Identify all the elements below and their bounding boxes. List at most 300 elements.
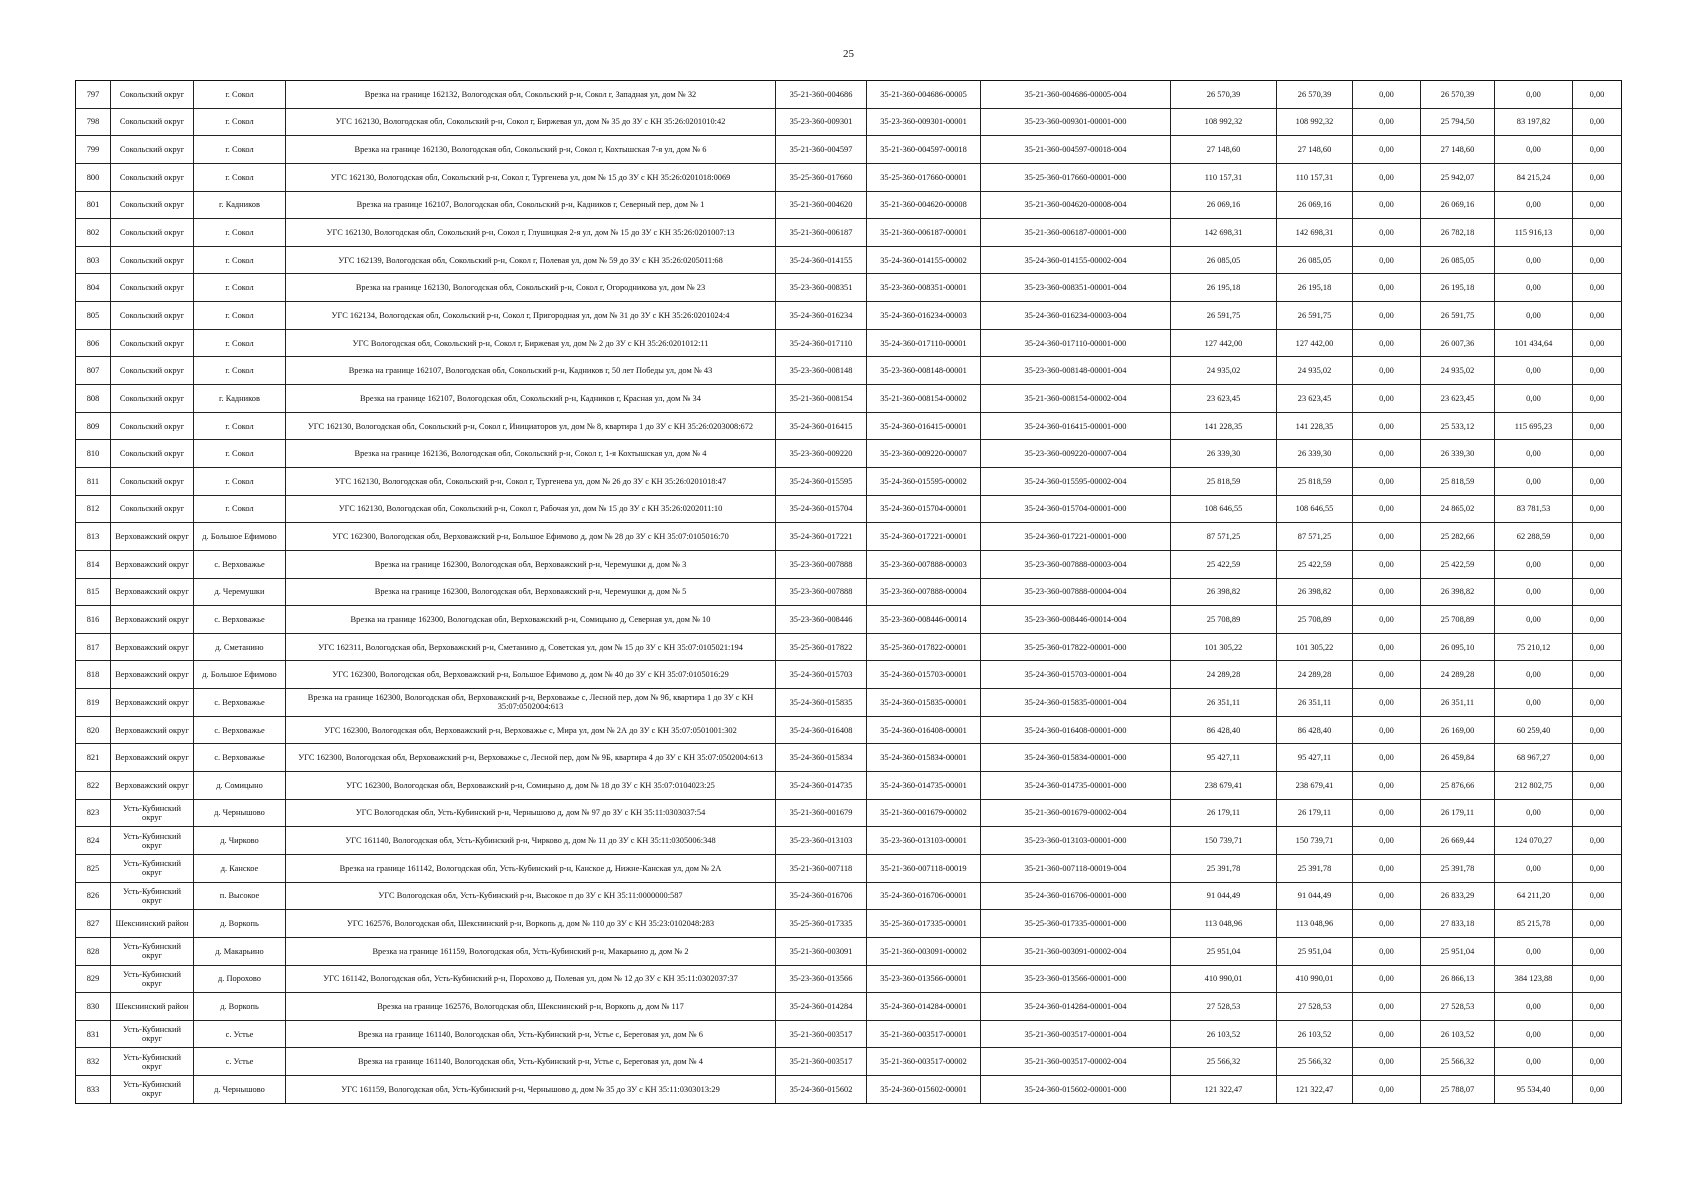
registry-body [76, 81, 1622, 1104]
cell-row-number: 830 [76, 993, 111, 1021]
table-row [76, 965, 1622, 993]
cell-amount-4: 0,00 [1495, 661, 1573, 689]
cell-amount-total: 26 069,16 [1171, 191, 1277, 219]
cell-segment-code: 35-21-360-008154-00002 [867, 385, 981, 413]
table-row [76, 937, 1622, 965]
cell-amount-3: 25 282,66 [1421, 523, 1495, 551]
cell-amount-1: 25 422,59 [1277, 550, 1353, 578]
cell-object-code: 35-24-360-014284 [776, 993, 867, 1021]
table-row [76, 716, 1622, 744]
cell-amount-4: 0,00 [1495, 799, 1573, 827]
cell-row-number: 808 [76, 385, 111, 413]
cell-amount-5: 0,00 [1573, 163, 1622, 191]
cell-settlement: г. Сокол [194, 274, 286, 302]
cell-amount-total: 26 351,11 [1171, 689, 1277, 717]
cell-amount-total: 95 427,11 [1171, 744, 1277, 772]
cell-record-code: 35-25-360-017335-00001-000 [981, 910, 1171, 938]
cell-address: УГС 162134, Вологодская обл, Сокольский р-н, Сокол г, Пригородная ул, дом № 31 до ЗУ с КН 35:26:0201024:4 [286, 302, 776, 330]
cell-district: Сокольский округ [111, 440, 194, 468]
cell-address: УГС 162576, Вологодская обл, Шекснинский р-н, Воркопь д, дом № 110 до ЗУ с КН 35:23:0102048:283 [286, 910, 776, 938]
cell-record-code: 35-24-360-016706-00001-000 [981, 882, 1171, 910]
cell-object-code: 35-25-360-017660 [776, 163, 867, 191]
cell-amount-5: 0,00 [1573, 937, 1622, 965]
cell-amount-3: 26 570,39 [1421, 81, 1495, 109]
table-row [76, 910, 1622, 938]
cell-record-code: 35-24-360-017110-00001-000 [981, 329, 1171, 357]
cell-object-code: 35-23-360-008351 [776, 274, 867, 302]
cell-amount-4: 95 534,40 [1495, 1076, 1573, 1104]
cell-amount-4: 75 210,12 [1495, 633, 1573, 661]
cell-record-code: 35-24-360-016408-00001-000 [981, 716, 1171, 744]
cell-row-number: 804 [76, 274, 111, 302]
table-row [76, 136, 1622, 164]
cell-amount-5: 0,00 [1573, 302, 1622, 330]
cell-address: Врезка на границе 161159, Вологодская обл, Усть-Кубинский р-н, Макарьино д, дом № 2 [286, 937, 776, 965]
cell-amount-1: 24 935,02 [1277, 357, 1353, 385]
cell-amount-5: 0,00 [1573, 1076, 1622, 1104]
cell-amount-2: 0,00 [1353, 191, 1421, 219]
cell-amount-5: 0,00 [1573, 606, 1622, 634]
cell-settlement: г. Сокол [194, 219, 286, 247]
cell-amount-2: 0,00 [1353, 440, 1421, 468]
cell-amount-4: 0,00 [1495, 689, 1573, 717]
cell-settlement: с. Устье [194, 1048, 286, 1076]
cell-amount-3: 24 289,28 [1421, 661, 1495, 689]
cell-object-code: 35-23-360-008446 [776, 606, 867, 634]
cell-record-code: 35-24-360-015595-00002-004 [981, 467, 1171, 495]
cell-address: Врезка на границе 162136, Вологодская обл, Сокольский р-н, Сокол г, 1-я Кохтышская ул, дом № 4 [286, 440, 776, 468]
cell-amount-3: 26 669,44 [1421, 827, 1495, 855]
cell-amount-2: 0,00 [1353, 163, 1421, 191]
cell-amount-3: 24 935,02 [1421, 357, 1495, 385]
cell-record-code: 35-21-360-004620-00008-004 [981, 191, 1171, 219]
cell-settlement: д. Макарьино [194, 937, 286, 965]
cell-amount-2: 0,00 [1353, 633, 1421, 661]
cell-amount-total: 26 103,52 [1171, 1020, 1277, 1048]
cell-amount-5: 0,00 [1573, 854, 1622, 882]
cell-amount-1: 25 391,78 [1277, 854, 1353, 882]
cell-amount-3: 26 351,11 [1421, 689, 1495, 717]
cell-address: УГС 162130, Вологодская обл, Сокольский р-н, Сокол г, Тургенева ул, дом № 26 до ЗУ с КН 35:26:0201018:47 [286, 467, 776, 495]
cell-settlement: д. Чернышово [194, 1076, 286, 1104]
cell-amount-2: 0,00 [1353, 744, 1421, 772]
cell-segment-code: 35-21-360-007118-00019 [867, 854, 981, 882]
cell-amount-3: 25 942,07 [1421, 163, 1495, 191]
cell-row-number: 802 [76, 219, 111, 247]
cell-settlement: с. Верховажье [194, 550, 286, 578]
cell-amount-3: 25 818,59 [1421, 467, 1495, 495]
cell-object-code: 35-21-360-004597 [776, 136, 867, 164]
cell-amount-5: 0,00 [1573, 744, 1622, 772]
cell-amount-2: 0,00 [1353, 385, 1421, 413]
cell-object-code: 35-21-360-004620 [776, 191, 867, 219]
cell-object-code: 35-24-360-015595 [776, 467, 867, 495]
table-row [76, 882, 1622, 910]
cell-settlement: г. Кадников [194, 385, 286, 413]
table-row [76, 550, 1622, 578]
cell-amount-2: 0,00 [1353, 81, 1421, 109]
cell-amount-total: 24 289,28 [1171, 661, 1277, 689]
cell-row-number: 818 [76, 661, 111, 689]
cell-segment-code: 35-23-360-013566-00001 [867, 965, 981, 993]
cell-amount-1: 26 591,75 [1277, 302, 1353, 330]
cell-amount-3: 25 788,07 [1421, 1076, 1495, 1104]
cell-amount-4: 384 123,88 [1495, 965, 1573, 993]
cell-district: Усть-Кубинский округ [111, 882, 194, 910]
cell-amount-3: 26 866,13 [1421, 965, 1495, 993]
cell-amount-2: 0,00 [1353, 108, 1421, 136]
cell-object-code: 35-21-360-004686 [776, 81, 867, 109]
cell-district: Верховажский округ [111, 772, 194, 800]
table-row [76, 412, 1622, 440]
cell-amount-5: 0,00 [1573, 993, 1622, 1021]
table-row [76, 1076, 1622, 1104]
table-row [76, 81, 1622, 109]
cell-amount-4: 0,00 [1495, 578, 1573, 606]
cell-object-code: 35-21-360-003091 [776, 937, 867, 965]
cell-settlement: г. Сокол [194, 302, 286, 330]
cell-row-number: 805 [76, 302, 111, 330]
cell-settlement: д. Черемушки [194, 578, 286, 606]
cell-settlement: г. Сокол [194, 467, 286, 495]
cell-amount-5: 0,00 [1573, 246, 1622, 274]
cell-district: Усть-Кубинский округ [111, 799, 194, 827]
table-row [76, 578, 1622, 606]
cell-segment-code: 35-24-360-015602-00001 [867, 1076, 981, 1104]
cell-row-number: 819 [76, 689, 111, 717]
cell-amount-total: 25 391,78 [1171, 854, 1277, 882]
cell-amount-1: 121 322,47 [1277, 1076, 1353, 1104]
cell-amount-2: 0,00 [1353, 882, 1421, 910]
cell-segment-code: 35-21-360-006187-00001 [867, 219, 981, 247]
cell-record-code: 35-21-360-003517-00002-004 [981, 1048, 1171, 1076]
cell-amount-total: 26 398,82 [1171, 578, 1277, 606]
cell-amount-3: 26 195,18 [1421, 274, 1495, 302]
cell-object-code: 35-23-360-007888 [776, 578, 867, 606]
cell-address: УГС Вологодская обл, Усть-Кубинский р-н, Чернышово д, дом № 97 до ЗУ с КН 35:11:0303037:54 [286, 799, 776, 827]
cell-amount-3: 26 833,29 [1421, 882, 1495, 910]
cell-settlement: д. Сметанино [194, 633, 286, 661]
cell-amount-1: 27 528,53 [1277, 993, 1353, 1021]
table-row [76, 440, 1622, 468]
cell-address: УГС 162311, Вологодская обл, Верховажский р-н, Сметанино д, Советская ул, дом № 15 до ЗУ с КН 35:07:0105021:194 [286, 633, 776, 661]
cell-record-code: 35-24-360-014284-00001-004 [981, 993, 1171, 1021]
cell-amount-total: 26 179,11 [1171, 799, 1277, 827]
cell-amount-4: 115 695,23 [1495, 412, 1573, 440]
cell-record-code: 35-21-360-004597-00018-004 [981, 136, 1171, 164]
cell-amount-total: 26 085,05 [1171, 246, 1277, 274]
table-row [76, 772, 1622, 800]
cell-settlement: г. Сокол [194, 329, 286, 357]
cell-address: Врезка на границе 162130, Вологодская обл, Сокольский р-н, Сокол г, Кохтышская 7-я ул, дом № 6 [286, 136, 776, 164]
cell-record-code: 35-24-360-014735-00001-000 [981, 772, 1171, 800]
cell-amount-3: 26 339,30 [1421, 440, 1495, 468]
table-row [76, 163, 1622, 191]
cell-row-number: 820 [76, 716, 111, 744]
table-row [76, 1048, 1622, 1076]
cell-object-code: 35-21-360-003517 [776, 1020, 867, 1048]
cell-amount-4: 0,00 [1495, 302, 1573, 330]
cell-amount-4: 0,00 [1495, 550, 1573, 578]
table-row [76, 495, 1622, 523]
cell-amount-2: 0,00 [1353, 467, 1421, 495]
cell-settlement: д. Чернышово [194, 799, 286, 827]
cell-object-code: 35-24-360-017221 [776, 523, 867, 551]
cell-object-code: 35-23-360-007888 [776, 550, 867, 578]
cell-amount-4: 124 070,27 [1495, 827, 1573, 855]
cell-settlement: д. Большое Ефимово [194, 661, 286, 689]
cell-amount-2: 0,00 [1353, 329, 1421, 357]
cell-amount-3: 27 833,18 [1421, 910, 1495, 938]
cell-segment-code: 35-24-360-015704-00001 [867, 495, 981, 523]
cell-address: УГС 162300, Вологодская обл, Верховажский р-н, Верховажье с, Лесной пер, дом № 9Б, квартира 4 до ЗУ с КН 35:07:0502004:613 [286, 744, 776, 772]
cell-amount-4: 83 197,82 [1495, 108, 1573, 136]
cell-object-code: 35-24-360-015835 [776, 689, 867, 717]
cell-row-number: 807 [76, 357, 111, 385]
cell-district: Сокольский округ [111, 136, 194, 164]
cell-amount-4: 0,00 [1495, 136, 1573, 164]
cell-record-code: 35-24-360-015704-00001-000 [981, 495, 1171, 523]
cell-amount-3: 24 865,02 [1421, 495, 1495, 523]
cell-amount-4: 60 259,40 [1495, 716, 1573, 744]
cell-amount-total: 141 228,35 [1171, 412, 1277, 440]
cell-address: Врезка на границе 161140, Вологодская обл, Усть-Кубинский р-н, Устье с, Береговая ул, дом № 4 [286, 1048, 776, 1076]
cell-amount-total: 24 935,02 [1171, 357, 1277, 385]
cell-record-code: 35-24-360-017221-00001-000 [981, 523, 1171, 551]
cell-segment-code: 35-24-360-016706-00001 [867, 882, 981, 910]
cell-amount-total: 26 570,39 [1171, 81, 1277, 109]
cell-record-code: 35-25-360-017822-00001-000 [981, 633, 1171, 661]
cell-settlement: с. Устье [194, 1020, 286, 1048]
cell-amount-2: 0,00 [1353, 937, 1421, 965]
cell-address: Врезка на границе 162300, Вологодская обл, Верховажский р-н, Черемушки д, дом № 3 [286, 550, 776, 578]
cell-amount-2: 0,00 [1353, 606, 1421, 634]
cell-district: Верховажский округ [111, 744, 194, 772]
cell-segment-code: 35-24-360-017221-00001 [867, 523, 981, 551]
cell-segment-code: 35-24-360-015595-00002 [867, 467, 981, 495]
cell-row-number: 797 [76, 81, 111, 109]
cell-amount-total: 27 528,53 [1171, 993, 1277, 1021]
cell-settlement: г. Сокол [194, 440, 286, 468]
cell-district: Сокольский округ [111, 219, 194, 247]
cell-amount-1: 410 990,01 [1277, 965, 1353, 993]
cell-amount-4: 0,00 [1495, 854, 1573, 882]
cell-row-number: 816 [76, 606, 111, 634]
cell-amount-5: 0,00 [1573, 495, 1622, 523]
cell-district: Сокольский округ [111, 357, 194, 385]
cell-amount-5: 0,00 [1573, 385, 1622, 413]
cell-settlement: д. Сомицыно [194, 772, 286, 800]
cell-amount-5: 0,00 [1573, 523, 1622, 551]
cell-amount-total: 26 591,75 [1171, 302, 1277, 330]
cell-amount-1: 26 103,52 [1277, 1020, 1353, 1048]
cell-object-code: 35-24-360-015703 [776, 661, 867, 689]
cell-district: Шекснинский район [111, 910, 194, 938]
cell-record-code: 35-23-360-013566-00001-000 [981, 965, 1171, 993]
table-row [76, 302, 1622, 330]
cell-amount-1: 26 351,11 [1277, 689, 1353, 717]
cell-amount-total: 86 428,40 [1171, 716, 1277, 744]
cell-amount-2: 0,00 [1353, 1020, 1421, 1048]
cell-settlement: г. Сокол [194, 108, 286, 136]
cell-row-number: 821 [76, 744, 111, 772]
cell-address: Врезка на границе 162107, Вологодская обл, Сокольский р-н, Кадников г, Красная ул, дом № 34 [286, 385, 776, 413]
cell-object-code: 35-21-360-003517 [776, 1048, 867, 1076]
cell-object-code: 35-25-360-017822 [776, 633, 867, 661]
table-row [76, 274, 1622, 302]
cell-district: Усть-Кубинский округ [111, 1048, 194, 1076]
cell-amount-2: 0,00 [1353, 827, 1421, 855]
cell-segment-code: 35-21-360-003517-00001 [867, 1020, 981, 1048]
table-row [76, 689, 1622, 717]
cell-district: Сокольский округ [111, 495, 194, 523]
cell-amount-total: 25 566,32 [1171, 1048, 1277, 1076]
cell-address: Врезка на границе 162132, Вологодская обл, Сокольский р-н, Сокол г, Западная ул, дом № 32 [286, 81, 776, 109]
cell-amount-2: 0,00 [1353, 1076, 1421, 1104]
cell-object-code: 35-21-360-001679 [776, 799, 867, 827]
cell-district: Сокольский округ [111, 329, 194, 357]
cell-amount-1: 108 992,32 [1277, 108, 1353, 136]
cell-district: Сокольский округ [111, 108, 194, 136]
cell-amount-2: 0,00 [1353, 799, 1421, 827]
cell-segment-code: 35-24-360-014735-00001 [867, 772, 981, 800]
cell-record-code: 35-24-360-016415-00001-000 [981, 412, 1171, 440]
table-row [76, 219, 1622, 247]
cell-amount-1: 86 428,40 [1277, 716, 1353, 744]
cell-address: УГС 162130, Вологодская обл, Сокольский р-н, Сокол г, Биржевая ул, дом № 35 до ЗУ с КН 35:26:0201010:42 [286, 108, 776, 136]
cell-amount-5: 0,00 [1573, 550, 1622, 578]
cell-object-code: 35-24-360-017110 [776, 329, 867, 357]
cell-amount-2: 0,00 [1353, 578, 1421, 606]
cell-record-code: 35-24-360-014155-00002-004 [981, 246, 1171, 274]
cell-amount-4: 0,00 [1495, 81, 1573, 109]
cell-amount-2: 0,00 [1353, 772, 1421, 800]
cell-amount-3: 25 708,89 [1421, 606, 1495, 634]
cell-amount-3: 25 391,78 [1421, 854, 1495, 882]
cell-record-code: 35-23-360-008148-00001-004 [981, 357, 1171, 385]
cell-settlement: г. Сокол [194, 246, 286, 274]
cell-amount-1: 238 679,41 [1277, 772, 1353, 800]
cell-amount-total: 25 422,59 [1171, 550, 1277, 578]
cell-amount-total: 25 951,04 [1171, 937, 1277, 965]
cell-amount-5: 0,00 [1573, 108, 1622, 136]
cell-amount-1: 26 339,30 [1277, 440, 1353, 468]
cell-amount-3: 25 566,32 [1421, 1048, 1495, 1076]
cell-district: Верховажский округ [111, 661, 194, 689]
cell-record-code: 35-23-360-008351-00001-004 [981, 274, 1171, 302]
cell-district: Усть-Кубинский округ [111, 1076, 194, 1104]
cell-segment-code: 35-24-360-016415-00001 [867, 412, 981, 440]
cell-amount-2: 0,00 [1353, 302, 1421, 330]
cell-row-number: 825 [76, 854, 111, 882]
cell-amount-4: 0,00 [1495, 993, 1573, 1021]
cell-amount-4: 0,00 [1495, 357, 1573, 385]
cell-amount-total: 91 044,49 [1171, 882, 1277, 910]
cell-amount-3: 26 007,36 [1421, 329, 1495, 357]
cell-amount-4: 85 215,78 [1495, 910, 1573, 938]
cell-amount-4: 0,00 [1495, 1020, 1573, 1048]
cell-amount-1: 26 069,16 [1277, 191, 1353, 219]
cell-object-code: 35-21-360-008154 [776, 385, 867, 413]
cell-row-number: 832 [76, 1048, 111, 1076]
cell-address: УГС 161142, Вологодская обл, Усть-Кубинский р-н, Порохово д, Полевая ул, дом № 12 до ЗУ с КН 35:11:0302037:37 [286, 965, 776, 993]
cell-segment-code: 35-23-360-008446-00014 [867, 606, 981, 634]
cell-amount-2: 0,00 [1353, 550, 1421, 578]
cell-segment-code: 35-24-360-015703-00001 [867, 661, 981, 689]
cell-record-code: 35-21-360-003517-00001-004 [981, 1020, 1171, 1048]
cell-settlement: д. Чирково [194, 827, 286, 855]
cell-object-code: 35-21-360-007118 [776, 854, 867, 882]
cell-amount-4: 115 916,13 [1495, 219, 1573, 247]
cell-row-number: 809 [76, 412, 111, 440]
cell-amount-4: 62 288,59 [1495, 523, 1573, 551]
cell-row-number: 827 [76, 910, 111, 938]
cell-record-code: 35-21-360-006187-00001-000 [981, 219, 1171, 247]
cell-district: Сокольский округ [111, 163, 194, 191]
cell-district: Усть-Кубинский округ [111, 827, 194, 855]
cell-amount-5: 0,00 [1573, 136, 1622, 164]
table-row [76, 329, 1622, 357]
cell-row-number: 803 [76, 246, 111, 274]
cell-amount-3: 25 533,12 [1421, 412, 1495, 440]
cell-amount-total: 410 990,01 [1171, 965, 1277, 993]
table-row [76, 467, 1622, 495]
cell-segment-code: 35-23-360-007888-00003 [867, 550, 981, 578]
cell-amount-total: 142 698,31 [1171, 219, 1277, 247]
cell-segment-code: 35-21-360-003091-00002 [867, 937, 981, 965]
table-row [76, 661, 1622, 689]
cell-record-code: 35-23-360-009220-00007-004 [981, 440, 1171, 468]
cell-amount-total: 87 571,25 [1171, 523, 1277, 551]
cell-settlement: с. Верховажье [194, 606, 286, 634]
cell-settlement: д. Воркопь [194, 910, 286, 938]
cell-amount-1: 95 427,11 [1277, 744, 1353, 772]
cell-segment-code: 35-21-360-003517-00002 [867, 1048, 981, 1076]
cell-amount-3: 27 148,60 [1421, 136, 1495, 164]
cell-segment-code: 35-21-360-001679-00002 [867, 799, 981, 827]
cell-object-code: 35-24-360-016408 [776, 716, 867, 744]
cell-amount-1: 91 044,49 [1277, 882, 1353, 910]
cell-row-number: 806 [76, 329, 111, 357]
cell-row-number: 810 [76, 440, 111, 468]
cell-amount-5: 0,00 [1573, 81, 1622, 109]
cell-segment-code: 35-21-360-004620-00008 [867, 191, 981, 219]
cell-amount-total: 108 992,32 [1171, 108, 1277, 136]
cell-amount-2: 0,00 [1353, 854, 1421, 882]
cell-amount-5: 0,00 [1573, 191, 1622, 219]
cell-address: УГС 161140, Вологодская обл, Усть-Кубинский р-н, Чирково д, дом № 11 до ЗУ с КН 35:11:0305006:348 [286, 827, 776, 855]
table-row [76, 108, 1622, 136]
cell-amount-total: 121 322,47 [1171, 1076, 1277, 1104]
cell-record-code: 35-23-360-008446-00014-004 [981, 606, 1171, 634]
cell-row-number: 826 [76, 882, 111, 910]
cell-amount-5: 0,00 [1573, 965, 1622, 993]
cell-amount-total: 113 048,96 [1171, 910, 1277, 938]
cell-amount-1: 127 442,00 [1277, 329, 1353, 357]
cell-segment-code: 35-23-360-013103-00001 [867, 827, 981, 855]
cell-amount-3: 25 794,50 [1421, 108, 1495, 136]
cell-amount-4: 212 802,75 [1495, 772, 1573, 800]
cell-settlement: г. Сокол [194, 412, 286, 440]
cell-address: УГС Вологодская обл, Сокольский р-н, Сокол г, Биржевая ул, дом № 2 до ЗУ с КН 35:26:0201012:11 [286, 329, 776, 357]
cell-segment-code: 35-21-360-004597-00018 [867, 136, 981, 164]
cell-amount-4: 0,00 [1495, 467, 1573, 495]
cell-segment-code: 35-24-360-014284-00001 [867, 993, 981, 1021]
cell-segment-code: 35-23-360-008351-00001 [867, 274, 981, 302]
cell-settlement: д. Порохово [194, 965, 286, 993]
cell-district: Верховажский округ [111, 606, 194, 634]
cell-amount-1: 113 048,96 [1277, 910, 1353, 938]
